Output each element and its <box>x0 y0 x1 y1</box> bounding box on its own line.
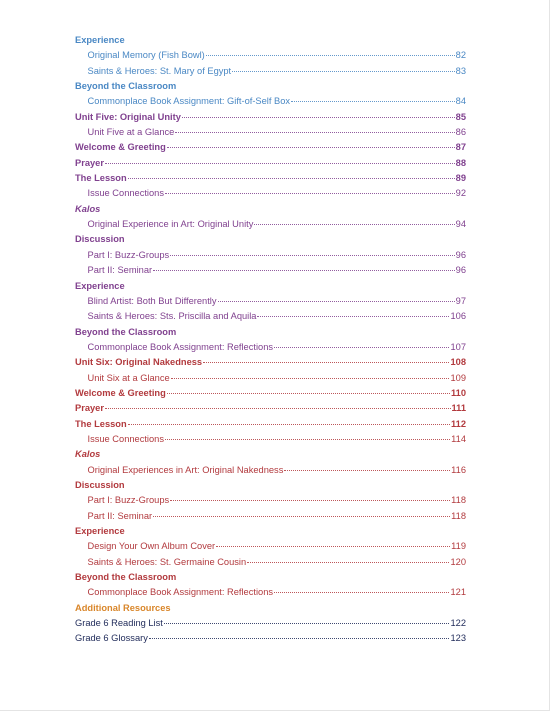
toc-entry-page-number: 106 <box>450 311 466 322</box>
toc-entry-label: Commonplace Book Assignment: Reflections <box>87 587 274 598</box>
toc-entry-page-number: 116 <box>451 464 466 475</box>
toc-entry-label: Unit Six: Original Nakedness <box>75 357 203 368</box>
toc-entry-label: Welcome & Greeting <box>75 387 166 398</box>
toc-entry-page-number: 87 <box>455 142 466 153</box>
toc-entry-label: Part I: Buzz-Groups <box>87 495 170 506</box>
toc-entry-label: Original Memory (Fish Bowl) <box>87 50 205 61</box>
toc-entry[interactable] <box>75 186 466 201</box>
toc-entry-label: Blind Artist: Both But Differently <box>87 295 217 306</box>
dot-leader <box>164 623 450 624</box>
toc-entry-page-number: 96 <box>455 265 466 276</box>
dot-leader <box>216 546 450 547</box>
toc-entry <box>75 524 466 539</box>
toc-entry-label: Part I: Buzz-Groups <box>87 249 170 260</box>
dot-leader <box>206 55 455 56</box>
toc-entry-page-number: 114 <box>451 433 466 444</box>
table-of-contents <box>75 33 466 647</box>
toc-entry-page-number: 109 <box>450 372 466 383</box>
toc-entry-label: The Lesson <box>75 173 127 184</box>
toc-entry-label: Grade 6 Glossary <box>75 633 148 644</box>
toc-entry-page-number: 83 <box>455 65 466 76</box>
toc-entry[interactable] <box>75 125 466 140</box>
toc-entry[interactable] <box>75 340 466 355</box>
toc-entry-label: Welcome & Greeting <box>75 142 166 153</box>
dot-leader <box>232 71 455 72</box>
dot-leader <box>165 193 455 194</box>
toc-entry <box>75 279 466 294</box>
toc-entry-label: Beyond the Classroom <box>75 81 177 92</box>
dot-leader <box>284 470 450 471</box>
toc-entry-label: The Lesson <box>75 418 127 429</box>
toc-entry[interactable] <box>75 539 466 554</box>
toc-entry-page-number: 85 <box>455 111 466 122</box>
toc-entry[interactable] <box>75 110 466 125</box>
dot-leader <box>257 316 449 317</box>
dot-leader <box>175 132 454 133</box>
toc-entry-page-number: 118 <box>451 495 466 506</box>
toc-entry-label: Beyond the Classroom <box>75 326 177 337</box>
toc-entry-page-number: 120 <box>450 556 466 567</box>
toc-entry-label: Saints & Heroes: St. Mary of Egypt <box>87 65 232 76</box>
dot-leader <box>274 592 449 593</box>
toc-entry-label: Experience <box>75 526 125 536</box>
toc-entry[interactable] <box>75 64 466 79</box>
toc-entry-label: Experience <box>75 35 125 45</box>
dot-leader <box>203 362 449 363</box>
toc-entry <box>75 570 466 585</box>
toc-entry[interactable] <box>75 463 466 478</box>
toc-entry[interactable] <box>75 417 466 432</box>
toc-entry[interactable] <box>75 248 466 263</box>
toc-entry-page-number: 107 <box>450 341 466 352</box>
toc-entry[interactable] <box>75 294 466 309</box>
toc-entry-label: Prayer <box>75 403 104 414</box>
toc-entry-label: Part II: Seminar <box>87 510 153 521</box>
toc-entry-label: Grade 6 Reading List <box>75 618 163 629</box>
toc-entry[interactable] <box>75 217 466 232</box>
toc-entry-label: Saints & Heroes: St. Germaine Cousin <box>87 556 247 567</box>
toc-entry[interactable] <box>75 263 466 278</box>
toc-entry-page-number: 88 <box>455 157 466 168</box>
toc-entry[interactable] <box>75 171 466 186</box>
toc-entry-label: Prayer <box>75 157 104 168</box>
dot-leader <box>128 178 455 179</box>
toc-entry-label: Beyond the Classroom <box>75 572 177 583</box>
toc-entry[interactable] <box>75 94 466 109</box>
toc-entry-label: Unit Five: Original Unity <box>75 111 181 122</box>
toc-entry[interactable] <box>75 309 466 324</box>
toc-entry-label: Design Your Own Album Cover <box>87 541 216 552</box>
toc-entry-page-number: 82 <box>455 50 466 61</box>
toc-entry[interactable] <box>75 371 466 386</box>
dot-leader <box>171 378 450 379</box>
dot-leader <box>247 562 449 563</box>
toc-entry-page-number: 112 <box>451 418 466 429</box>
toc-entry-label: Unit Six at a Glance <box>87 372 170 383</box>
dot-leader <box>182 117 455 118</box>
toc-entry-page-number: 84 <box>455 96 466 107</box>
toc-entry-page-number: 121 <box>450 587 466 598</box>
dot-leader <box>149 638 450 639</box>
dot-leader <box>291 101 455 102</box>
toc-entry-page-number: 119 <box>451 541 466 552</box>
toc-entry[interactable] <box>75 401 466 416</box>
toc-entry-label: Original Experience in Art: Original Unity <box>87 219 254 230</box>
dot-leader <box>274 347 449 348</box>
toc-entry[interactable] <box>75 386 466 401</box>
toc-entry-page-number: 118 <box>451 510 466 521</box>
toc-entry-page-number: 97 <box>455 295 466 306</box>
dot-leader <box>167 147 455 148</box>
toc-entry[interactable] <box>75 631 466 646</box>
toc-entry <box>75 601 466 616</box>
toc-entry-label: Issue Connections <box>87 188 164 199</box>
toc-entry-page-number: 94 <box>455 219 466 230</box>
toc-entry-page-number: 111 <box>451 403 466 414</box>
toc-entry-page-number: 96 <box>455 249 466 260</box>
toc-entry[interactable] <box>75 432 466 447</box>
dot-leader <box>170 500 450 501</box>
toc-entry[interactable] <box>75 355 466 370</box>
toc-entry-page-number: 108 <box>450 357 466 368</box>
toc-entry-page-number: 89 <box>455 173 466 184</box>
dot-leader <box>105 408 451 409</box>
toc-entry-page-number: 92 <box>455 188 466 199</box>
toc-entry <box>75 202 466 217</box>
toc-entry-label: Discussion <box>75 479 125 490</box>
dot-leader <box>218 301 455 302</box>
toc-entry[interactable] <box>75 156 466 171</box>
toc-entry-label: Part II: Seminar <box>87 265 153 276</box>
toc-entry-label: Kalos <box>75 203 101 214</box>
toc-entry[interactable] <box>75 493 466 508</box>
toc-entry-page-number: 110 <box>451 387 466 398</box>
toc-entry-label: Saints & Heroes: Sts. Priscilla and Aquila <box>87 311 257 322</box>
toc-entry-label: Additional Resources <box>75 602 171 613</box>
toc-entry-page-number: 123 <box>450 633 466 644</box>
toc-entry-label: Original Experiences in Art: Original Nakedness <box>87 464 284 475</box>
toc-entry[interactable] <box>75 616 466 631</box>
toc-entry[interactable] <box>75 585 466 600</box>
toc-entry-label: Commonplace Book Assignment: Reflections <box>87 341 274 352</box>
dot-leader <box>153 270 455 271</box>
toc-entry-label: Commonplace Book Assignment: Gift-of-Self Box <box>87 96 291 107</box>
toc-entry <box>75 325 466 340</box>
toc-entry-page-number: 86 <box>455 127 466 138</box>
toc-entry <box>75 447 466 462</box>
toc-entry[interactable] <box>75 555 466 570</box>
dot-leader <box>254 224 454 225</box>
dot-leader <box>128 424 450 425</box>
dot-leader <box>165 439 450 440</box>
toc-entry[interactable] <box>75 140 466 155</box>
dot-leader <box>167 393 450 394</box>
toc-entry-label: Kalos <box>75 449 101 460</box>
dot-leader <box>153 516 450 517</box>
toc-entry[interactable] <box>75 509 466 524</box>
toc-entry <box>75 33 466 48</box>
toc-entry <box>75 478 466 493</box>
dot-leader <box>105 163 455 164</box>
toc-entry-page-number: 122 <box>450 618 466 629</box>
toc-entry[interactable] <box>75 48 466 63</box>
toc-entry-label: Discussion <box>75 234 125 245</box>
toc-entry <box>75 79 466 94</box>
dot-leader <box>170 255 455 256</box>
toc-entry <box>75 232 466 247</box>
toc-entry-label: Issue Connections <box>87 433 164 444</box>
toc-entry-label: Experience <box>75 280 125 291</box>
toc-entry-label: Unit Five at a Glance <box>87 127 175 138</box>
